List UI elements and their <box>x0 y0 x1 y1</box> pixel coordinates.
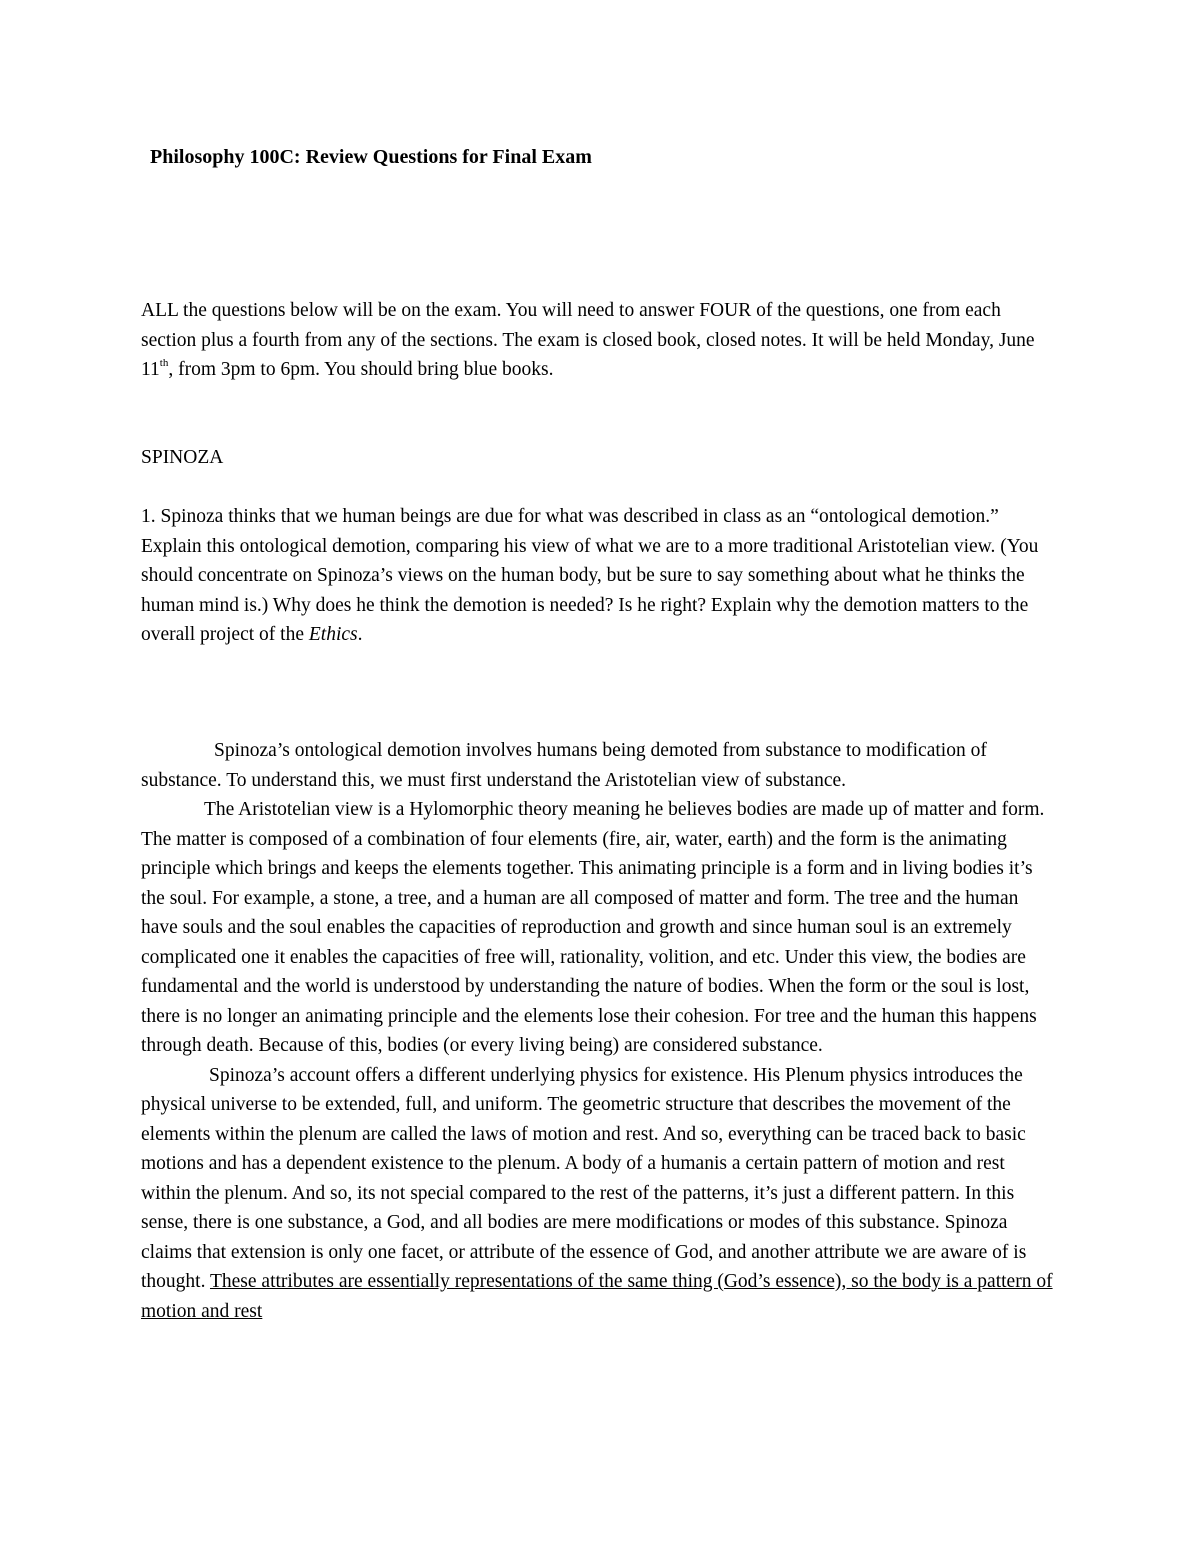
answer-underlined-text: These attributes are essentially representations of the same thing (God’s essence), so the body is a pattern of motion and rest <box>141 1271 1053 1322</box>
instructions-text-end: , from 3pm to 6pm. You should bring blue books. <box>168 359 554 380</box>
answer-paragraph-1: Spinoza’s ontological demotion involves humans being demoted from substance to modification of substance. To understand this, we must first understand the Aristotelian view of substance. <box>141 740 987 791</box>
exam-instructions <box>141 296 1056 385</box>
question-1-end: . <box>357 624 363 645</box>
instructions-paragraph <box>141 296 1056 385</box>
question-1 <box>141 502 1056 650</box>
instructions-text: ALL the questions below will be on the exam. You will need to answer FOUR of the questions, one from each section plus a fourth from any of the sections. The exam is closed book, closed notes. It will be held Monday, June 11 <box>141 300 1035 380</box>
answer-paragraph-3 <box>141 1061 1056 1327</box>
question-1-text: 1. Spinoza thinks that we human beings are due for what was described in class as an “ontological demotion.” Explain this ontological demotion, comparing his view of what we are to a more traditional Aristotelian view. (You should concentrate on Spinoza’s views on the human body, but be sure to say something about what he thinks the human mind is.) Why does he think the demotion is needed? Is he right? Explain why the demotion matters to the overall project of the <box>141 506 1039 645</box>
question-1-book-title: Ethics <box>308 624 358 645</box>
answer-paragraph-2: The Aristotelian view is a Hylomorphic theory meaning he believes bodies are made up of matter and form. The matter is composed of a combination of four elements (fire, air, water, earth) and the form is the animating principle which brings and keeps the elements together. This animating principle is a form and in living bodies it’s the soul. For example, a stone, a tree, and a human are all composed of matter and form. The tree and the human have souls and the soul enables the capacities of reproduction and growth and since human soul is an extremely complicated one it enables the capacities of free will, rationality, volition, and etc. Under this view, the bodies are fundamental and the world is understood by understanding the nature of bodies. When the form or the soul is lost, there is no longer an animating principle and the elements lose their cohesion. For tree and the human this happens through death. Because of this, bodies (or every living being) are considered substance. <box>141 799 1045 1056</box>
section-heading: SPINOZA <box>141 447 224 468</box>
date-ordinal-suffix: th <box>159 356 169 369</box>
answer-paragraph-3-text: Spinoza’s account offers a different underlying physics for existence. His Plenum physics introduces the physical universe to be extended, full, and uniform. The geometric structure that describes the movement of the elements within the plenum are called the laws of motion and rest. And so, everything can be traced back to basic motions and has a dependent existence to the plenum. A body of a humanis a certain pattern of motion and rest within the plenum. And so, its not special compared to the rest of the patterns, it’s just a different pattern. In this sense, there is one substance, a God, and all bodies are mere modifications or modes of this substance. Spinoza claims that extension is only one facet, or attribute of the essence of God, and another attribute we are aware of is thought. <box>141 1064 1027 1292</box>
document-title: Philosophy 100C: Review Questions for Final Exam <box>150 146 592 168</box>
answer-text <box>141 736 1056 1326</box>
question-1-paragraph <box>141 502 1056 650</box>
